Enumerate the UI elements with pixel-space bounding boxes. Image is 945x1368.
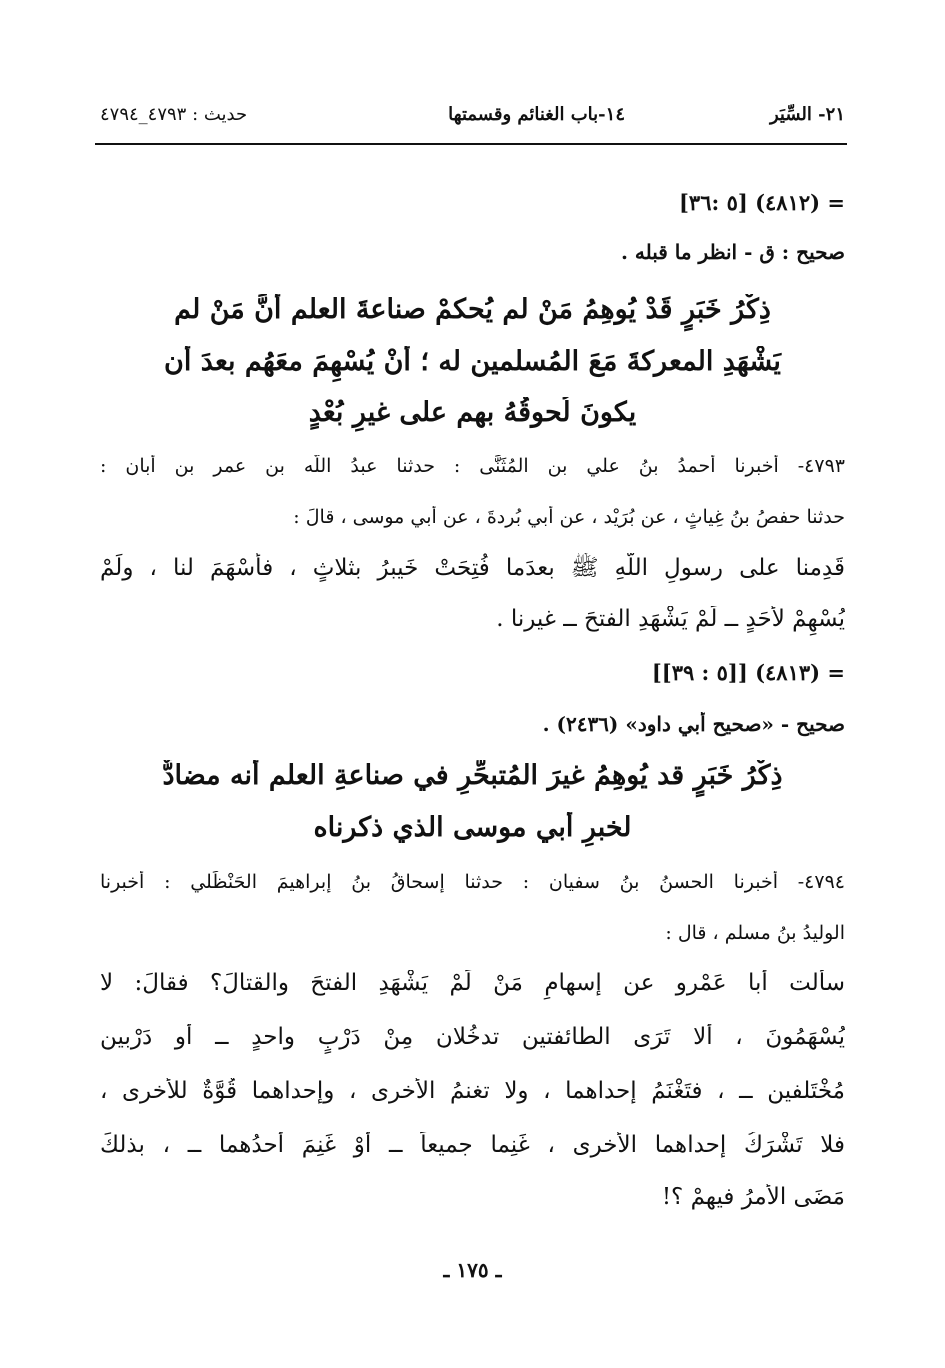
isnad-line: الوليدُ بنُ مسلم ، قال : xyxy=(665,922,845,944)
hadith-range: حديث : ٤٧٩٣_٤٧٩٤ xyxy=(100,104,248,125)
book-title: ٢١- السِّيَر xyxy=(770,104,845,125)
isnad-line: حدثنا حفصُ بنُ غِياثٍ ، عن بُرَيْد ، عن أبي بُردةَ ، عن أبي موسى ، قالَ : xyxy=(293,506,845,528)
chapter-heading-line: ذِكْرُ خَبَرٍ قَدْ يُوهِمُ مَنْ لم يُحكمْ صناعةَ العلم أنَّ مَنْ لم xyxy=(174,294,771,325)
reference-line: = (٤٨١٣) [[٥ : ٣٩]] xyxy=(651,660,845,685)
chapter-heading-line: ذِكْرُ خَبَرٍ قد يُوهِمُ غيرَ المُتبحِّرِ في صناعةِ العلم أنه مضادٌّ xyxy=(162,760,783,791)
matn-line: يُسْهِمْ لأَحَدٍ ــ لَمْ يَشْهَدِ الفتحَ ــ غيرنا . xyxy=(496,606,845,632)
isnad-line: ٤٧٩٤- أخبرنا الحسنُ بنُ سفيان : حدثنا إسحاقُ بنُ إبراهيمَ الحَنْظَلي : أخبرنا xyxy=(100,871,845,893)
grade-line: صحيح : ق - انظر ما قبله . xyxy=(620,240,845,264)
matn-line: فلا تَشْرَكُ إحداهما الأخرى ، غَنِما جميعاً ــ أوْ غَنِمَ أحدُهما ــ ، بذلكَ xyxy=(100,1132,845,1158)
reference-line: = (٤٨١٢) [٥ :٣٦] xyxy=(678,190,845,215)
matn-line: مُخْتَلفين ــ ، فتَغْنَمُ إحداهما ، ولا تغنمُ الأُخرى ، وإحداهما قُوَّةٌ للأُخرى ، xyxy=(100,1078,845,1104)
chapter-title: ١٤-باب الغنائم وقسمتها xyxy=(448,104,625,125)
matn-line: مَضَى الأَمرُ فيهمْ ؟! xyxy=(661,1184,845,1210)
isnad-line: ٤٧٩٣- أخبرنا أحمدُ بنُ علي بن المُثَنَّى : حدثنا عبدُ اللَّه بن عمر بن أَبان : xyxy=(100,455,845,477)
page-number: ـ ١٧٥ ـ xyxy=(443,1258,502,1282)
header-rule xyxy=(95,143,847,145)
matn-line: سألت أبا عَمْرو عن إسهامِ مَنْ لَمْ يَشْهَدِ الفتحَ والقتالَ؟ فقالَ: لا xyxy=(100,970,845,996)
running-header xyxy=(100,104,845,136)
matn-line: يُسْهَمُونَ ، ألا تَرَى الطائفتين تدخُلان مِنْ دَرْبٍ واحدٍ ــ أو دَرْبين xyxy=(100,1024,845,1050)
chapter-heading-line: يَشْهَدِ المعركةَ مَعَ المُسلمين له ؛ أنْ يُسْهِمَ معَهُم بعدَ أن xyxy=(164,346,781,377)
grade-line: صحيح - «صحيح أبي داود» (٢٤٣٦) . xyxy=(542,712,845,736)
matn-line: قَدِمنا على رسولِ اللَّهِ ﷺ بعدَما فُتِحَتْ خَيبرُ بثلاثٍ ، فأسْهَمَ لنا ، ولَمْ xyxy=(100,555,845,581)
chapter-heading-line: يكونَ لُحوقُهُ بهم على غيرِ بُعْدٍ xyxy=(308,397,637,428)
chapter-heading-line: لخبرِ أبي موسى الذي ذكرناه xyxy=(313,812,632,843)
